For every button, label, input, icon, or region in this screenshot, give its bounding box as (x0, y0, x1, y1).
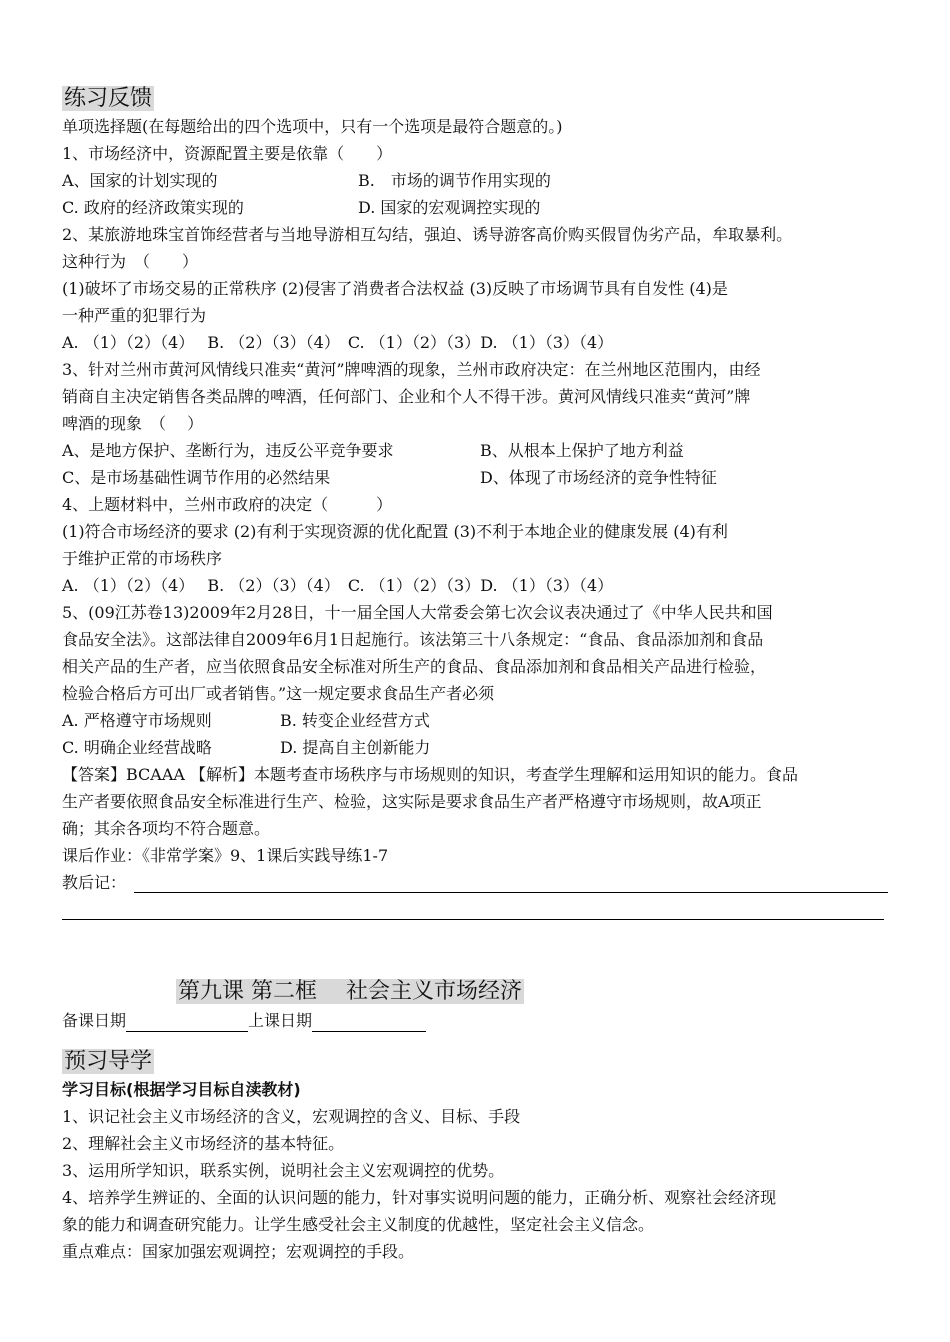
q2-options-line1: (1)破坏了市场交易的正常秩序 (2)侵害了消费者合法权益 (3)反映了市场调节具有自发性 (4)是 (62, 279, 728, 298)
q1-stem: 1、市场经济中，资源配置主要是依靠（ ） (62, 144, 393, 163)
q1-option-a: A、国家的计划实现的 (62, 171, 218, 190)
class-date-label: 上课日期 (248, 1011, 313, 1030)
notes-label: 教后记： (62, 873, 127, 892)
intro-text: 单项选择题(在每题给出的四个选项中，只有一个选项是最符合题意的。) (62, 117, 563, 136)
section-heading-practice: 练习反馈 (64, 86, 153, 111)
lesson-title: 第九课 第二框 社会主义市场经济 (178, 979, 522, 1004)
q2-options-line2: 一种严重的犯罪行为 (62, 306, 207, 325)
key-points: 重点难点：国家加强宏观调控；宏观调控的手段。 (62, 1242, 415, 1261)
prep-date-blank (126, 1013, 248, 1032)
homework-text: 课后作业：《非常学案》9、1课后实践导练1-7 (62, 846, 389, 865)
q4-options-line1: (1)符合市场经济的要求 (2)有利于实现资源的优化配置 (3)不利于本地企业的健康发展 (4)有利 (62, 522, 728, 541)
notes-underline-2 (62, 919, 884, 920)
q4-choices: A. （1）（2）（4） B. （2）（3）（4） C. （1）（2）（3）D. （1）（3）（4） (62, 576, 614, 595)
q1-option-b: B. 市场的调节作用实现的 (358, 171, 551, 190)
q4-stem: 4、上题材料中，兰州市政府的决定（ ） (62, 495, 393, 514)
q5-stem-line1: 5、(09江苏卷13)2009年2月28日，十一届全国人大常委会第七次会议表决通过了《中华人民共和国 (62, 603, 773, 622)
q5-stem-line3: 相关产品的生产者，应当依照食品安全标准对所生产的食品、食品添加剂和食品相关产品进行检验， (62, 657, 767, 676)
q3-option-d: D、体现了市场经济的竞争性特征 (480, 468, 717, 487)
answer-line3: 确；其余各项均不符合题意。 (62, 819, 271, 838)
q3-option-c: C、是市场基础性调节作用的必然结果 (62, 468, 331, 487)
q5-option-b: B. 转变企业经营方式 (280, 711, 430, 730)
answer-line2: 生产者要依照食品安全标准进行生产、检验，这实际是要求食品生产者严格遵守市场规则，故A项正 (62, 792, 762, 811)
q3-stem-line1: 3、针对兰州市黄河风情线只准卖“黄河”牌啤酒的现象，兰州市政府决定：在兰州地区范围内，由经 (62, 360, 761, 379)
goals-title: 学习目标(根据学习目标自渎教材) (62, 1080, 301, 1099)
q3-option-a: A、是地方保护、垄断行为，违反公平竞争要求 (62, 441, 394, 460)
section-heading-preview: 预习导学 (64, 1049, 153, 1074)
q1-option-c: C. 政府的经济政策实现的 (62, 198, 244, 217)
answer-line1: 【答案】BCAAA 【解析】本题考查市场秩序与市场规则的知识，考查学生理解和运用知识的能力。食品 (62, 765, 799, 784)
q2-choices: A. （1）（2）（4） B. （2）（3）（4） C. （1）（2）（3）D. （1）（3）（4） (62, 333, 614, 352)
q5-stem-line4: 检验合格后方可出厂或者销售。”这一规定要求食品生产者必须 (62, 684, 495, 703)
prep-date-label: 备课日期 (62, 1011, 127, 1030)
q5-option-a: A. 严格遵守市场规则 (62, 711, 212, 730)
q1-option-d: D. 国家的宏观调控实现的 (358, 198, 541, 217)
goal-3: 3、运用所学知识，联系实例，说明社会主义宏观调控的优势。 (62, 1161, 505, 1180)
class-date-blank (312, 1013, 426, 1032)
goal-2: 2、理解社会主义市场经济的基本特征。 (62, 1134, 345, 1153)
goal-4-line1: 4、培养学生辨证的、全面的认识问题的能力，针对事实说明问题的能力，正确分析、观察社会经济现 (62, 1188, 777, 1207)
q2-stem-line1: 2、某旅游地珠宝首饰经营者与当地导游相互勾结，强迫、诱导游客高价购买假冒伪劣产品，牟取暴利。 (62, 225, 793, 244)
q2-stem-line2: 这种行为 （ ） (62, 252, 199, 271)
goal-4-line2: 象的能力和调查研究能力。让学生感受社会主义制度的优越性，坚定社会主义信念。 (62, 1215, 655, 1234)
q3-option-b: B、从根本上保护了地方利益 (480, 441, 684, 460)
goal-1: 1、识记社会主义市场经济的含义，宏观调控的含义、目标、手段 (62, 1107, 521, 1126)
date-row (62, 1010, 426, 1032)
q4-options-line2: 于维护正常的市场秩序 (62, 549, 223, 568)
q3-stem-line3: 啤酒的现象 （ ） (62, 414, 204, 433)
q5-option-d: D. 提高自主创新能力 (280, 738, 431, 757)
q3-stem-line2: 销商自主决定销售各类品牌的啤酒，任何部门、企业和个人不得干涉。黄河风情线只准卖“黄河”牌 (62, 387, 751, 406)
q5-option-c: C. 明确企业经营战略 (62, 738, 212, 757)
notes-underline (134, 892, 888, 893)
q5-stem-line2: 食品安全法》。这部法律自2009年6月1日起施行。该法第三十八条规定：“食品、食品添加剂和食品 (62, 630, 764, 649)
